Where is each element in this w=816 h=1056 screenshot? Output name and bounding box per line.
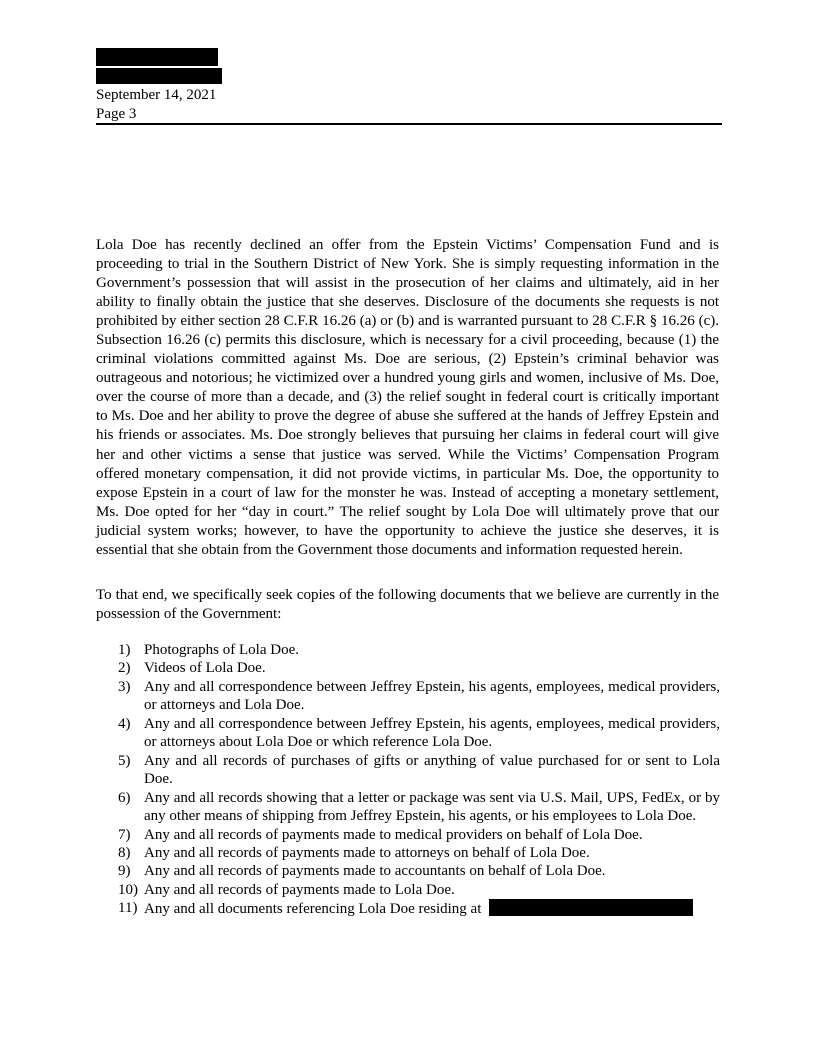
item-text: Any and all records showing that a letter or package was sent via U.S. Mail, UPS, FedEx, or by any other means of shipping from Jeffrey Epstein, his agents, or his employees to Lola Doe. [144,789,720,825]
item-text: Any and all correspondence between Jeffrey Epstein, his agents, employees, medical providers, or attorneys about Lola Doe or which reference Lola Doe. [144,715,720,751]
request-list [118,641,720,919]
list-item [118,881,720,899]
header-date: September 14, 2021 [96,87,217,103]
item-text: Any and all records of payments made to accountants on behalf of Lola Doe. [144,863,606,880]
list-item [118,789,720,826]
redaction-block [489,899,693,916]
item-number: 2) [118,660,131,677]
list-item [118,678,720,715]
item-text: Any and all records of payments made to medical providers on behalf of Lola Doe. [144,826,643,843]
body-paragraph: Lola Doe has recently declined an offer from the Epstein Victims’ Compensation Fund and is proceeding to trial in the Southern District of New York. She is simply requesting information in the Government’s possession that will assist in the prosecution of her claims and ultimately, aid in her ability to finally obtain the justice that she deserves. Disclosure of the documents she requests is not prohibited by either section 28 C.F.R 16.26 (a) or (b) and is warranted pursuant to 28 C.F.R § 16.26 (c). Subsection 16.26 (c) permits this disclosure, which is necessary for a civil proceeding, because (1) the criminal violations committed against Ms. Doe are serious, (2) Epstein’s criminal behavior was outrageous and notorious; he victimized over a hundred young girls and women, inclusive of Ms. Doe, over the course of more than a decade, and (3) the relief sought in federal court is critically important to Ms. Doe and her ability to prove the degree of abuse she suffered at the hands of Jeffrey Epstein and his friends or associates. Ms. Doe strongly believes that pursuing her claims in federal court will give her and other victims a sense that justice was served. While the Victims’ Compensation Program offered monetary compensation, it did not provide victims, in particular Ms. Doe, the opportunity to expose Epstein in a court of law for the monster he was. Instead of accepting a monetary settlement, Ms. Doe opted for her “day in court.” The relief sought by Lola Doe will ultimately prove that our judicial system works; however, to have the opportunity to achieve the justice she deserves, it is essential that she obtain from the Government those documents and information requested herein. [96,237,719,558]
header-page-number: Page 3 [96,106,137,122]
item-number: 6) [118,789,131,806]
item-number: 4) [118,715,131,732]
item-number: 10) [118,881,138,898]
item-text: Photographs of Lola Doe. [144,642,299,658]
item-number: 3) [118,678,131,695]
item-text: Any and all correspondence between Jeffrey Epstein, his agents, employees, medical providers, or attorneys and Lola Doe. [144,678,720,714]
redaction-block [96,48,218,66]
header-divider [96,123,722,125]
body-paragraph: To that end, we specifically seek copies of the following documents that we believe are currently in the possession of the Government: [96,587,719,623]
list-item [118,641,720,659]
redaction-block [96,68,222,84]
list-item [118,752,720,789]
item-text: Any and all records of payments made to attorneys on behalf of Lola Doe. [144,844,590,861]
item-number: 1) [118,642,131,658]
item-text [144,899,720,918]
item-text: Any and all records of payments made to Lola Doe. [144,881,455,898]
item-text: Any and all records of purchases of gifts or anything of value purchased for or sent to Lola Doe. [144,752,720,788]
item-number: 8) [118,844,131,861]
item-number: 5) [118,752,131,769]
list-item [118,659,720,677]
item-text-label: Any and all documents referencing Lola Doe residing at [144,901,482,918]
item-text: Videos of Lola Doe. [144,660,266,677]
list-item [118,844,720,862]
list-item [118,826,720,844]
item-number: 9) [118,863,131,880]
item-number: 7) [118,826,131,843]
list-item [118,899,720,918]
list-item [118,862,720,880]
item-number: 11) [118,900,138,917]
list-item [118,715,720,752]
